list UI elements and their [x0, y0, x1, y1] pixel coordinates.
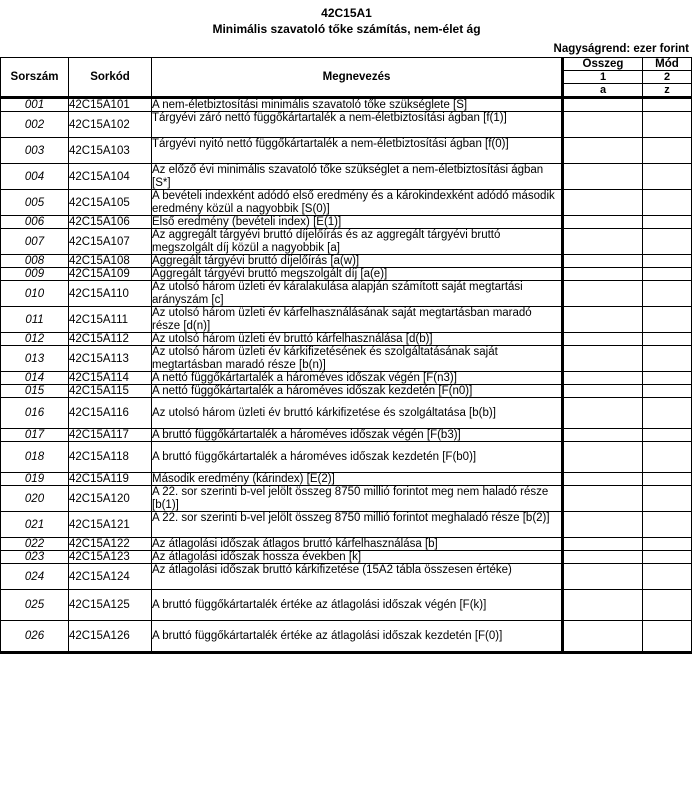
- row-name: Az átlagolási időszak bruttó kárkifizetése (15A2 tábla összesen értéke): [152, 564, 563, 590]
- mod-cell[interactable]: [643, 346, 692, 372]
- osszeg-cell[interactable]: [563, 473, 643, 486]
- form-title: Minimális szavatoló tőke számítás, nem-élet ág: [212, 22, 481, 36]
- table-row: [1, 429, 692, 442]
- row-number: 026: [1, 621, 69, 653]
- mod-cell[interactable]: [643, 255, 692, 268]
- row-name: A bruttó függőkártartalék a hároméves időszak végén [F(b3)]: [152, 429, 563, 442]
- mod-cell[interactable]: [643, 442, 692, 473]
- osszeg-cell[interactable]: [563, 512, 643, 538]
- row-name: Az aggregált tárgyévi bruttó díjelőírás és az aggregált tárgyévi bruttó megszolgált díj közül a nagyobbik [a]: [152, 229, 563, 255]
- osszeg-cell[interactable]: [563, 333, 643, 346]
- col-header-sorkod: Sorkód: [69, 58, 152, 98]
- row-code: 42C15A116: [69, 398, 152, 429]
- row-name: A 22. sor szerinti b-vel jelölt összeg 8750 millió forintot meg nem haladó része [b(1)]: [152, 486, 563, 512]
- mod-cell[interactable]: [643, 138, 692, 164]
- osszeg-cell[interactable]: [563, 486, 643, 512]
- osszeg-cell[interactable]: [563, 138, 643, 164]
- row-code: 42C15A120: [69, 486, 152, 512]
- table-row: [1, 512, 692, 538]
- row-name: Az utolsó három üzleti év kárkifizetésének és szolgáltatásának saját megtartásban maradó része [b(n)]: [152, 346, 563, 372]
- row-number: 006: [1, 216, 69, 229]
- row-code: 42C15A103: [69, 138, 152, 164]
- row-name: Az utolsó három üzleti év kárfelhasználásának saját megtartásban maradó része [d(n)]: [152, 307, 563, 333]
- col-letter-osszeg: a: [563, 84, 643, 98]
- osszeg-cell[interactable]: [563, 551, 643, 564]
- row-code: 42C15A115: [69, 385, 152, 398]
- row-number: 003: [1, 138, 69, 164]
- row-code: 42C15A119: [69, 473, 152, 486]
- table-row: [1, 486, 692, 512]
- row-code: 42C15A101: [69, 98, 152, 112]
- mod-cell[interactable]: [643, 372, 692, 385]
- row-name: Az előző évi minimális szavatoló tőke szükséglet a nem-életbiztosítási ágban [S*]: [152, 164, 563, 190]
- mod-cell[interactable]: [643, 281, 692, 307]
- row-number: 001: [1, 98, 69, 112]
- row-number: 010: [1, 281, 69, 307]
- table-row: [1, 164, 692, 190]
- table-body: [1, 98, 692, 653]
- osszeg-cell[interactable]: [563, 229, 643, 255]
- row-name: A bevételi indexként adódó első eredmény és a károkindexként adódó második eredmény közül a nagyobbik [S(0)]: [152, 190, 563, 216]
- row-number: 017: [1, 429, 69, 442]
- row-name: Az átlagolási időszak hossza években [k]: [152, 551, 563, 564]
- row-number: 008: [1, 255, 69, 268]
- row-number: 012: [1, 333, 69, 346]
- mod-cell[interactable]: [643, 112, 692, 138]
- row-name: Tárgyévi záró nettó függőkártartalék a nem-életbiztosítási ágban [f(1)]: [152, 112, 563, 138]
- osszeg-cell[interactable]: [563, 621, 643, 653]
- row-number: 002: [1, 112, 69, 138]
- row-code: 42C15A118: [69, 442, 152, 473]
- mod-cell[interactable]: [643, 621, 692, 653]
- table-row: [1, 216, 692, 229]
- row-code: 42C15A108: [69, 255, 152, 268]
- table-row: [1, 372, 692, 385]
- row-number: 023: [1, 551, 69, 564]
- row-code: 42C15A102: [69, 112, 152, 138]
- row-number: 011: [1, 307, 69, 333]
- row-code: 42C15A123: [69, 551, 152, 564]
- mod-cell[interactable]: [643, 512, 692, 538]
- mod-cell[interactable]: [643, 268, 692, 281]
- row-name: Az utolsó három üzleti év bruttó kárkifizetése és szolgáltatása [b(b)]: [152, 398, 563, 429]
- row-name: A nettó függőkártartalék a hároméves időszak kezdetén [F(n0)]: [152, 385, 563, 398]
- row-code: 42C15A104: [69, 164, 152, 190]
- row-name: Az utolsó három üzleti év káralakulása alapján számított saját megtartási arányszám [c]: [152, 281, 563, 307]
- osszeg-cell[interactable]: [563, 590, 643, 621]
- osszeg-cell[interactable]: [563, 385, 643, 398]
- osszeg-cell[interactable]: [563, 429, 643, 442]
- table-row: [1, 346, 692, 372]
- row-code: 42C15A113: [69, 346, 152, 372]
- row-name: Tárgyévi nyitó nettó függőkártartalék a nem-életbiztosítási ágban [f(0)]: [152, 138, 563, 164]
- table-row: [1, 333, 692, 346]
- mod-cell[interactable]: [643, 385, 692, 398]
- row-code: 42C15A125: [69, 590, 152, 621]
- row-code: 42C15A114: [69, 372, 152, 385]
- table-row: [1, 621, 692, 653]
- row-code: 42C15A121: [69, 512, 152, 538]
- mod-cell[interactable]: [643, 229, 692, 255]
- table-row: [1, 112, 692, 138]
- row-code: 42C15A117: [69, 429, 152, 442]
- mod-cell[interactable]: [643, 473, 692, 486]
- row-code: 42C15A112: [69, 333, 152, 346]
- table-row: [1, 385, 692, 398]
- osszeg-cell[interactable]: [563, 307, 643, 333]
- row-number: 015: [1, 385, 69, 398]
- osszeg-cell[interactable]: [563, 398, 643, 429]
- row-name: A bruttó függőkártartalék értéke az átlagolási időszak kezdetén [F(0)]: [152, 621, 563, 653]
- table-row: [1, 281, 692, 307]
- osszeg-cell[interactable]: [563, 98, 643, 112]
- osszeg-cell[interactable]: [563, 442, 643, 473]
- units-label: Nagyságrend: ezer forint: [553, 43, 689, 55]
- col-number-mod: 2: [643, 71, 692, 84]
- col-number-osszeg: 1: [563, 71, 643, 84]
- osszeg-cell[interactable]: [563, 112, 643, 138]
- row-number: 013: [1, 346, 69, 372]
- osszeg-cell[interactable]: [563, 216, 643, 229]
- row-number: 005: [1, 190, 69, 216]
- row-code: 42C15A107: [69, 229, 152, 255]
- row-code: 42C15A124: [69, 564, 152, 590]
- table-row: [1, 307, 692, 333]
- col-header-sorszam: Sorszám: [1, 58, 69, 98]
- mod-cell[interactable]: [643, 307, 692, 333]
- osszeg-cell[interactable]: [563, 281, 643, 307]
- mod-cell[interactable]: [643, 551, 692, 564]
- row-name: A bruttó függőkártartalék értéke az átlagolási időszak végén [F(k)]: [152, 590, 563, 621]
- table-row: [1, 442, 692, 473]
- col-header-osszeg: Összeg: [563, 58, 643, 71]
- row-number: 004: [1, 164, 69, 190]
- row-name: Az átlagolási időszak átlagos bruttó kárfelhasználása [b]: [152, 538, 563, 551]
- mod-cell[interactable]: [643, 333, 692, 346]
- osszeg-cell[interactable]: [563, 372, 643, 385]
- row-number: 018: [1, 442, 69, 473]
- mod-cell[interactable]: [643, 486, 692, 512]
- table-row: [1, 229, 692, 255]
- mod-cell[interactable]: [643, 590, 692, 621]
- table-row: [1, 138, 692, 164]
- mod-cell[interactable]: [643, 98, 692, 112]
- row-number: 016: [1, 398, 69, 429]
- table-row: [1, 590, 692, 621]
- row-code: 42C15A111: [69, 307, 152, 333]
- row-code: 42C15A126: [69, 621, 152, 653]
- row-number: 025: [1, 590, 69, 621]
- row-number: 007: [1, 229, 69, 255]
- capital-table: [0, 57, 692, 654]
- osszeg-cell[interactable]: [563, 268, 643, 281]
- mod-cell[interactable]: [643, 429, 692, 442]
- table-row: [1, 551, 692, 564]
- table-row: [1, 255, 692, 268]
- mod-cell[interactable]: [643, 564, 692, 590]
- row-name: Aggregált tárgyévi bruttó megszolgált díj [a(e)]: [152, 268, 563, 281]
- row-number: 021: [1, 512, 69, 538]
- table-row: [1, 473, 692, 486]
- table-row: [1, 564, 692, 590]
- mod-cell[interactable]: [643, 190, 692, 216]
- osszeg-cell[interactable]: [563, 564, 643, 590]
- mod-cell[interactable]: [643, 538, 692, 551]
- row-name: Az utolsó három üzleti év bruttó kárfelhasználása [d(b)]: [152, 333, 563, 346]
- row-code: 42C15A105: [69, 190, 152, 216]
- row-code: 42C15A110: [69, 281, 152, 307]
- col-header-megnevezes: Megnevezés: [152, 58, 563, 98]
- row-number: 022: [1, 538, 69, 551]
- osszeg-cell[interactable]: [563, 538, 643, 551]
- row-name: Második eredmény (kárindex) [E(2)]: [152, 473, 563, 486]
- mod-cell[interactable]: [643, 216, 692, 229]
- form-code: 42C15A1: [321, 6, 372, 20]
- mod-cell[interactable]: [643, 164, 692, 190]
- row-name: A bruttó függőkártartalék a hároméves időszak kezdetén [F(b0)]: [152, 442, 563, 473]
- row-code: 42C15A109: [69, 268, 152, 281]
- row-name: A 22. sor szerinti b-vel jelölt összeg 8750 millió forintot meghaladó része [b(2)]: [152, 512, 563, 538]
- row-code: 42C15A106: [69, 216, 152, 229]
- table-row: [1, 268, 692, 281]
- row-number: 009: [1, 268, 69, 281]
- osszeg-cell[interactable]: [563, 346, 643, 372]
- mod-cell[interactable]: [643, 398, 692, 429]
- osszeg-cell[interactable]: [563, 164, 643, 190]
- table-row: [1, 190, 692, 216]
- row-name: A nettó függőkártartalék a hároméves időszak végén [F(n3)]: [152, 372, 563, 385]
- row-number: 020: [1, 486, 69, 512]
- table-row: [1, 398, 692, 429]
- row-code: 42C15A122: [69, 538, 152, 551]
- table-row: [1, 98, 692, 112]
- row-name: A nem-életbiztosítási minimális szavatoló tőke szükséglete [S]: [152, 98, 563, 112]
- table-row: [1, 538, 692, 551]
- row-number: 024: [1, 564, 69, 590]
- row-number: 014: [1, 372, 69, 385]
- row-name: Első eredmény (bevételi index) [E(1)]: [152, 216, 563, 229]
- osszeg-cell[interactable]: [563, 255, 643, 268]
- row-name: Aggregált tárgyévi bruttó díjelőírás [a(w)]: [152, 255, 563, 268]
- row-number: 019: [1, 473, 69, 486]
- col-letter-mod: z: [643, 84, 692, 98]
- col-header-mod: Mód: [643, 58, 692, 71]
- osszeg-cell[interactable]: [563, 190, 643, 216]
